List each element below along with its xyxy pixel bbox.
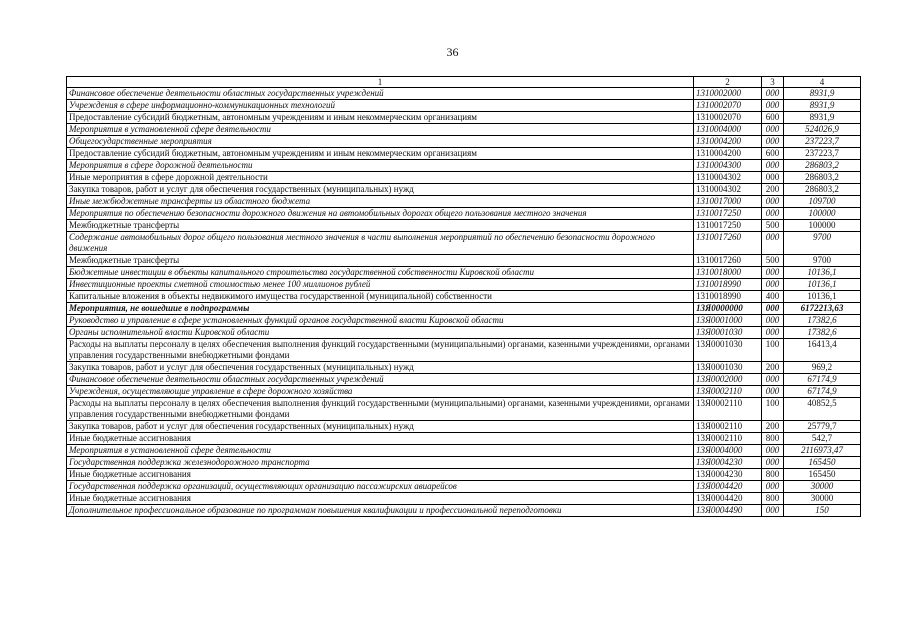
- row-kvr-cell: 600: [762, 112, 784, 124]
- row-name-cell: Иные межбюджетные трансферты из областного бюджета: [67, 196, 694, 208]
- row-sum-cell: 10136,1: [784, 267, 861, 279]
- row-name-cell: Мероприятия в сфере дорожной деятельности: [67, 160, 694, 172]
- row-sum-cell: 8931,9: [784, 112, 861, 124]
- row-kvr-cell: 000: [762, 327, 784, 339]
- table-row: [67, 362, 861, 374]
- row-sum-cell: 286803,2: [784, 160, 861, 172]
- table-row: [67, 279, 861, 291]
- table-row: [67, 315, 861, 327]
- row-kvr-cell: 500: [762, 220, 784, 232]
- row-sum-cell: 150: [784, 505, 861, 517]
- row-code-cell: 13Я0002110: [694, 421, 762, 433]
- row-sum-cell: 8931,9: [784, 88, 861, 100]
- row-sum-cell: 30000: [784, 481, 861, 493]
- table-row: [67, 112, 861, 124]
- row-name-cell: Государственная поддержка организаций, осуществляющих организацию пассажирских авиарейсов: [67, 481, 694, 493]
- row-code-cell: 13Я0004420: [694, 493, 762, 505]
- row-kvr-cell: 400: [762, 291, 784, 303]
- table-header-row: [67, 77, 861, 88]
- row-name-cell: Межбюджетные трансферты: [67, 255, 694, 267]
- row-kvr-cell: 000: [762, 208, 784, 220]
- row-sum-cell: 2116973,47: [784, 445, 861, 457]
- row-code-cell: 13Я0002000: [694, 374, 762, 386]
- row-name-cell: Капитальные вложения в объекты недвижимого имущества государственной (муниципальной) собственности: [67, 291, 694, 303]
- table-row: [67, 374, 861, 386]
- column-header-name: 1: [67, 77, 694, 88]
- row-name-cell: Руководство и управление в сфере установленных функций органов государственной власти Кировской области: [67, 315, 694, 327]
- row-sum-cell: 237223,7: [784, 148, 861, 160]
- table-row: [67, 433, 861, 445]
- row-sum-cell: 16413,4: [784, 339, 861, 362]
- row-name-cell: Мероприятия в установленной сфере деятельности: [67, 124, 694, 136]
- row-code-cell: 1310004200: [694, 148, 762, 160]
- page-number: 36: [446, 45, 459, 59]
- row-code-cell: 13Я0001030: [694, 327, 762, 339]
- row-name-cell: Инвестиционные проекты сметной стоимостью менее 100 миллионов рублей: [67, 279, 694, 291]
- row-name-cell: Расходы на выплаты персоналу в целях обеспечения выполнения функций государственными (муниципальными) органами, казенными учреждениями, органами управления государственными внебюджетными фондами: [67, 398, 694, 421]
- row-name-cell: Финансовое обеспечение деятельности областных государственных учреждений: [67, 374, 694, 386]
- row-code-cell: 13Я0002110: [694, 433, 762, 445]
- row-kvr-cell: 200: [762, 184, 784, 196]
- row-code-cell: 1310002070: [694, 112, 762, 124]
- table-row: [67, 505, 861, 517]
- row-code-cell: 13Я0002110: [694, 386, 762, 398]
- row-kvr-cell: 100: [762, 339, 784, 362]
- row-sum-cell: 10136,1: [784, 291, 861, 303]
- row-code-cell: 13Я0001030: [694, 362, 762, 374]
- row-name-cell: Учреждения в сфере информационно-коммуникационных технологий: [67, 100, 694, 112]
- row-kvr-cell: 800: [762, 493, 784, 505]
- table-row: [67, 136, 861, 148]
- row-code-cell: 1310017000: [694, 196, 762, 208]
- row-sum-cell: 969,2: [784, 362, 861, 374]
- row-code-cell: 13Я0001000: [694, 315, 762, 327]
- row-sum-cell: 40852,5: [784, 398, 861, 421]
- table-row: [67, 469, 861, 481]
- row-code-cell: 13Я0004490: [694, 505, 762, 517]
- row-sum-cell: 67174,9: [784, 386, 861, 398]
- row-sum-cell: 109700: [784, 196, 861, 208]
- row-name-cell: Органы исполнительной власти Кировской области: [67, 327, 694, 339]
- row-code-cell: 1310018990: [694, 279, 762, 291]
- row-code-cell: 1310004300: [694, 160, 762, 172]
- row-kvr-cell: 000: [762, 303, 784, 315]
- table-row: [67, 88, 861, 100]
- row-name-cell: Закупка товаров, работ и услуг для обеспечения государственных (муниципальных) нужд: [67, 362, 694, 374]
- row-sum-cell: 17382,6: [784, 327, 861, 339]
- row-name-cell: Государственная поддержка железнодорожного транспорта: [67, 457, 694, 469]
- row-kvr-cell: 000: [762, 505, 784, 517]
- row-sum-cell: 30000: [784, 493, 861, 505]
- table-row: [67, 184, 861, 196]
- row-kvr-cell: 800: [762, 469, 784, 481]
- table-row: [67, 493, 861, 505]
- row-code-cell: 13Я0004230: [694, 469, 762, 481]
- table-row: [67, 232, 861, 255]
- row-name-cell: Бюджетные инвестиции в объекты капитального строительства государственной собственности Кировской области: [67, 267, 694, 279]
- table-row: [67, 220, 861, 232]
- row-code-cell: 13Я0002110: [694, 398, 762, 421]
- row-name-cell: Иные бюджетные ассигнования: [67, 433, 694, 445]
- row-sum-cell: 165450: [784, 469, 861, 481]
- row-sum-cell: 542,7: [784, 433, 861, 445]
- row-sum-cell: 17382,6: [784, 315, 861, 327]
- table-row: [67, 255, 861, 267]
- table-row: [67, 481, 861, 493]
- table-row: [67, 398, 861, 421]
- row-name-cell: Иные бюджетные ассигнования: [67, 469, 694, 481]
- row-kvr-cell: 000: [762, 232, 784, 255]
- table-row: [67, 457, 861, 469]
- row-code-cell: 1310017260: [694, 255, 762, 267]
- column-header-sum: 4: [784, 77, 861, 88]
- row-code-cell: 1310004200: [694, 136, 762, 148]
- row-code-cell: 1310004000: [694, 124, 762, 136]
- row-sum-cell: 25779,7: [784, 421, 861, 433]
- row-kvr-cell: 000: [762, 196, 784, 208]
- row-code-cell: 13Я0001030: [694, 339, 762, 362]
- table-row: [67, 386, 861, 398]
- row-code-cell: 1310004302: [694, 172, 762, 184]
- table-row: [67, 445, 861, 457]
- row-kvr-cell: 000: [762, 279, 784, 291]
- budget-table: [66, 76, 861, 517]
- row-code-cell: 13Я0000000: [694, 303, 762, 315]
- table-row: [67, 100, 861, 112]
- row-kvr-cell: 000: [762, 124, 784, 136]
- row-name-cell: Дополнительное профессиональное образование по программам повышения квалификации и профессиональной переподготовки: [67, 505, 694, 517]
- row-kvr-cell: 500: [762, 255, 784, 267]
- row-sum-cell: 100000: [784, 208, 861, 220]
- row-kvr-cell: 000: [762, 374, 784, 386]
- row-kvr-cell: 000: [762, 481, 784, 493]
- row-name-cell: Содержание автомобильных дорог общего пользования местного значения в части выполнения мероприятий по обеспечению безопасности дорожного движения: [67, 232, 694, 255]
- row-name-cell: Мероприятия в установленной сфере деятельности: [67, 445, 694, 457]
- row-kvr-cell: 200: [762, 421, 784, 433]
- row-sum-cell: 9700: [784, 232, 861, 255]
- row-name-cell: Закупка товаров, работ и услуг для обеспечения государственных (муниципальных) нужд: [67, 421, 694, 433]
- row-name-cell: Иные бюджетные ассигнования: [67, 493, 694, 505]
- row-sum-cell: 286803,2: [784, 184, 861, 196]
- table-row: [67, 267, 861, 279]
- row-kvr-cell: 000: [762, 160, 784, 172]
- row-kvr-cell: 000: [762, 136, 784, 148]
- row-code-cell: 1310017250: [694, 220, 762, 232]
- row-kvr-cell: 000: [762, 88, 784, 100]
- row-sum-cell: 165450: [784, 457, 861, 469]
- row-name-cell: Иные мероприятия в сфере дорожной деятельности: [67, 172, 694, 184]
- table-body: [67, 88, 861, 517]
- row-code-cell: 13Я0004000: [694, 445, 762, 457]
- table-row: [67, 196, 861, 208]
- row-sum-cell: 10136,1: [784, 279, 861, 291]
- row-sum-cell: 9700: [784, 255, 861, 267]
- table-row: [67, 160, 861, 172]
- table-row: [67, 172, 861, 184]
- row-sum-cell: 286803,2: [784, 172, 861, 184]
- table-row: [67, 339, 861, 362]
- row-kvr-cell: 000: [762, 100, 784, 112]
- row-code-cell: 1310002000: [694, 88, 762, 100]
- row-name-cell: Общегосударственные мероприятия: [67, 136, 694, 148]
- row-kvr-cell: 000: [762, 267, 784, 279]
- column-header-code: 2: [694, 77, 762, 88]
- row-code-cell: 1310018000: [694, 267, 762, 279]
- column-header-kvr: 3: [762, 77, 784, 88]
- row-kvr-cell: 000: [762, 457, 784, 469]
- table-row: [67, 327, 861, 339]
- table-row: [67, 124, 861, 136]
- row-name-cell: Расходы на выплаты персоналу в целях обеспечения выполнения функций государственными (муниципальными) органами, казенными учреждениями, органами управления государственными внебюджетными фондами: [67, 339, 694, 362]
- table-row: [67, 303, 861, 315]
- row-name-cell: Финансовое обеспечение деятельности областных государственных учреждений: [67, 88, 694, 100]
- row-kvr-cell: 000: [762, 172, 784, 184]
- table-row: [67, 421, 861, 433]
- table-row: [67, 208, 861, 220]
- row-code-cell: 1310004302: [694, 184, 762, 196]
- table-row: [67, 148, 861, 160]
- row-sum-cell: 237223,7: [784, 136, 861, 148]
- row-code-cell: 13Я0004230: [694, 457, 762, 469]
- row-kvr-cell: 000: [762, 386, 784, 398]
- row-sum-cell: 8931,9: [784, 100, 861, 112]
- row-sum-cell: 100000: [784, 220, 861, 232]
- row-name-cell: Учреждения, осуществляющие управление в сфере дорожного хозяйства: [67, 386, 694, 398]
- row-kvr-cell: 000: [762, 315, 784, 327]
- row-kvr-cell: 800: [762, 433, 784, 445]
- row-code-cell: 1310017260: [694, 232, 762, 255]
- row-code-cell: 1310017250: [694, 208, 762, 220]
- row-sum-cell: 67174,9: [784, 374, 861, 386]
- table-row: [67, 291, 861, 303]
- row-sum-cell: 6172213,63: [784, 303, 861, 315]
- row-code-cell: 1310002070: [694, 100, 762, 112]
- row-name-cell: Межбюджетные трансферты: [67, 220, 694, 232]
- row-name-cell: Предоставление субсидий бюджетным, автономным учреждениям и иным некоммерческим организациям: [67, 148, 694, 160]
- row-name-cell: Мероприятия по обеспечению безопасности дорожного движения на автомобильных дорогах общего пользования местного значения: [67, 208, 694, 220]
- row-kvr-cell: 000: [762, 445, 784, 457]
- row-name-cell: Предоставление субсидий бюджетным, автономным учреждениям и иным некоммерческим организациям: [67, 112, 694, 124]
- row-kvr-cell: 600: [762, 148, 784, 160]
- row-name-cell: Мероприятия, не вошедшие в подпрограммы: [67, 303, 694, 315]
- row-code-cell: 1310018990: [694, 291, 762, 303]
- row-code-cell: 13Я0004420: [694, 481, 762, 493]
- row-name-cell: Закупка товаров, работ и услуг для обеспечения государственных (муниципальных) нужд: [67, 184, 694, 196]
- row-kvr-cell: 100: [762, 398, 784, 421]
- row-kvr-cell: 200: [762, 362, 784, 374]
- row-sum-cell: 524026,9: [784, 124, 861, 136]
